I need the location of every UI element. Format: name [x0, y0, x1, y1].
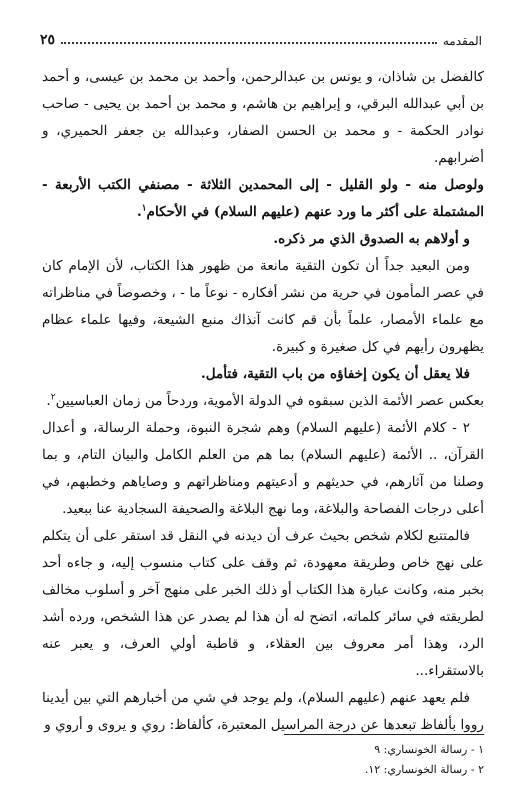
paragraph: فلم يعهد عنهم (عليهم السلام)، ولم يوجد في شي من أخبارهم التي بين أيدينا رووا بألفاظ تبعدها عن درجة المراسيل المعتبرة، كألفاظ: روي و يروى و أروي و — [42, 690, 484, 733]
section-title: المقدمه — [442, 34, 482, 48]
header-dotted-leader — [61, 41, 437, 44]
page-number: ٢٥ — [40, 32, 56, 48]
paragraph: ومن البعيد جداً أن تكون التقية مانعة من ظهور هذا الكتاب، لأن الإمام كان في عصر المأمون في حرية من نشر أفكاره - نوعاً ما - ، وخصوصاً في مناظراته مع علماء الأمصار، علماً بأن قم كانت آنذاك منبع الشيعة، وفيها علماء عظام يظهرون رأيهم في كل صغيرة و كبيرة. — [42, 258, 484, 355]
paragraph: ٢ - كلام الأئمة (عليهم السلام) وهم شجرة النبوة، وحملة الرسالة، و أعدال القرآن، .. الأئمة (عليهم السلام) بما هم من العلم الكامل والبيان التام، و بما وصلنا من آثارهم، في حديثهم و أدعيتهم ومناظراتهم و وصاياهم وخطبهم، في أعلى درجات الفصاحة والبلاغة، وما نهج البلاغة والصحيفة السجادية عنا ببعيد. — [42, 420, 484, 517]
footnotes — [184, 740, 484, 780]
paragraph-text: بعكس عصر الأئمة الذين سبقوه في الدولة الأموية، وردحاً من زمان العباسيين — [55, 393, 484, 409]
footnote: ١ - رسالة الخونساري: ٩ — [374, 743, 484, 756]
paragraph-text: ولوصل منه - ولو القليل - إلى المحمدين الثلاثة - مصنفي الكتب الأربعة - المشتملة على أكثر ما ورد عنهم (عليهم السلام) في الأحكام — [42, 177, 484, 220]
page-header — [40, 26, 482, 48]
paragraph: كالفضل بن شاذان، و يونس بن عبدالرحمن، وأحمد بن محمد بن عيسى، و أحمد بن أبي عبدالله البرقي، و إبراهيم بن هاشم، و محمد بن أحمد بن يحيى - صاحب نوادر الحكمة - و محمد بن الحسن الصفار، وعبدالله بن جعفر الحميري، و أضرابهم. — [42, 69, 484, 166]
main-text — [42, 64, 484, 739]
paragraph: فلا يعقل أن يكون إخفاؤه من باب التقية، فتأمل. — [200, 366, 470, 382]
paragraph: ولوصل منه - ولو القليل - إلى المحمدين الثلاثة - مصنفي الكتب الأربعة - المشتملة على أكثر ما ورد عنهم (عليهم السلام) في الأحكام$^١$. — [42, 177, 484, 220]
paragraph: و أولاهم به الصدوق الذي مر ذكره. — [273, 231, 470, 247]
footnote: ٢ - رسالة الخونساري: ١٢. — [364, 763, 484, 776]
footnote-divider — [284, 734, 484, 735]
paragraph: فالمتتبع لكلام شخص بحيث عرف أن ديدنه في النقل قد استقر على أن يتكلم على نهج خاص وطريقة معهودة، ثم وقف على كتاب منسوب إليه، و جاءه أحد بخبر منه، وكانت عبارة هذا الكتاب أو ذلك الخبر على منهج آخر و أسلوب مخالف لطريقته في سائر كلماته، اتضح له أن هذا لم يصدر عن هذا الشخص، ورده أشد الرد، وهذا أمر معروف بين العقلاء، و قاطبة أولي العرف، و يعبر عنه بالاستقراء... — [42, 528, 484, 679]
footnote-ref: ١ — [141, 203, 147, 214]
paragraph: بعكس عصر الأئمة الذين سبقوه في الدولة الأموية، وردحاً من زمان العباسيين$^٢$. — [46, 392, 484, 409]
footnote-ref: ٢ — [50, 392, 56, 403]
